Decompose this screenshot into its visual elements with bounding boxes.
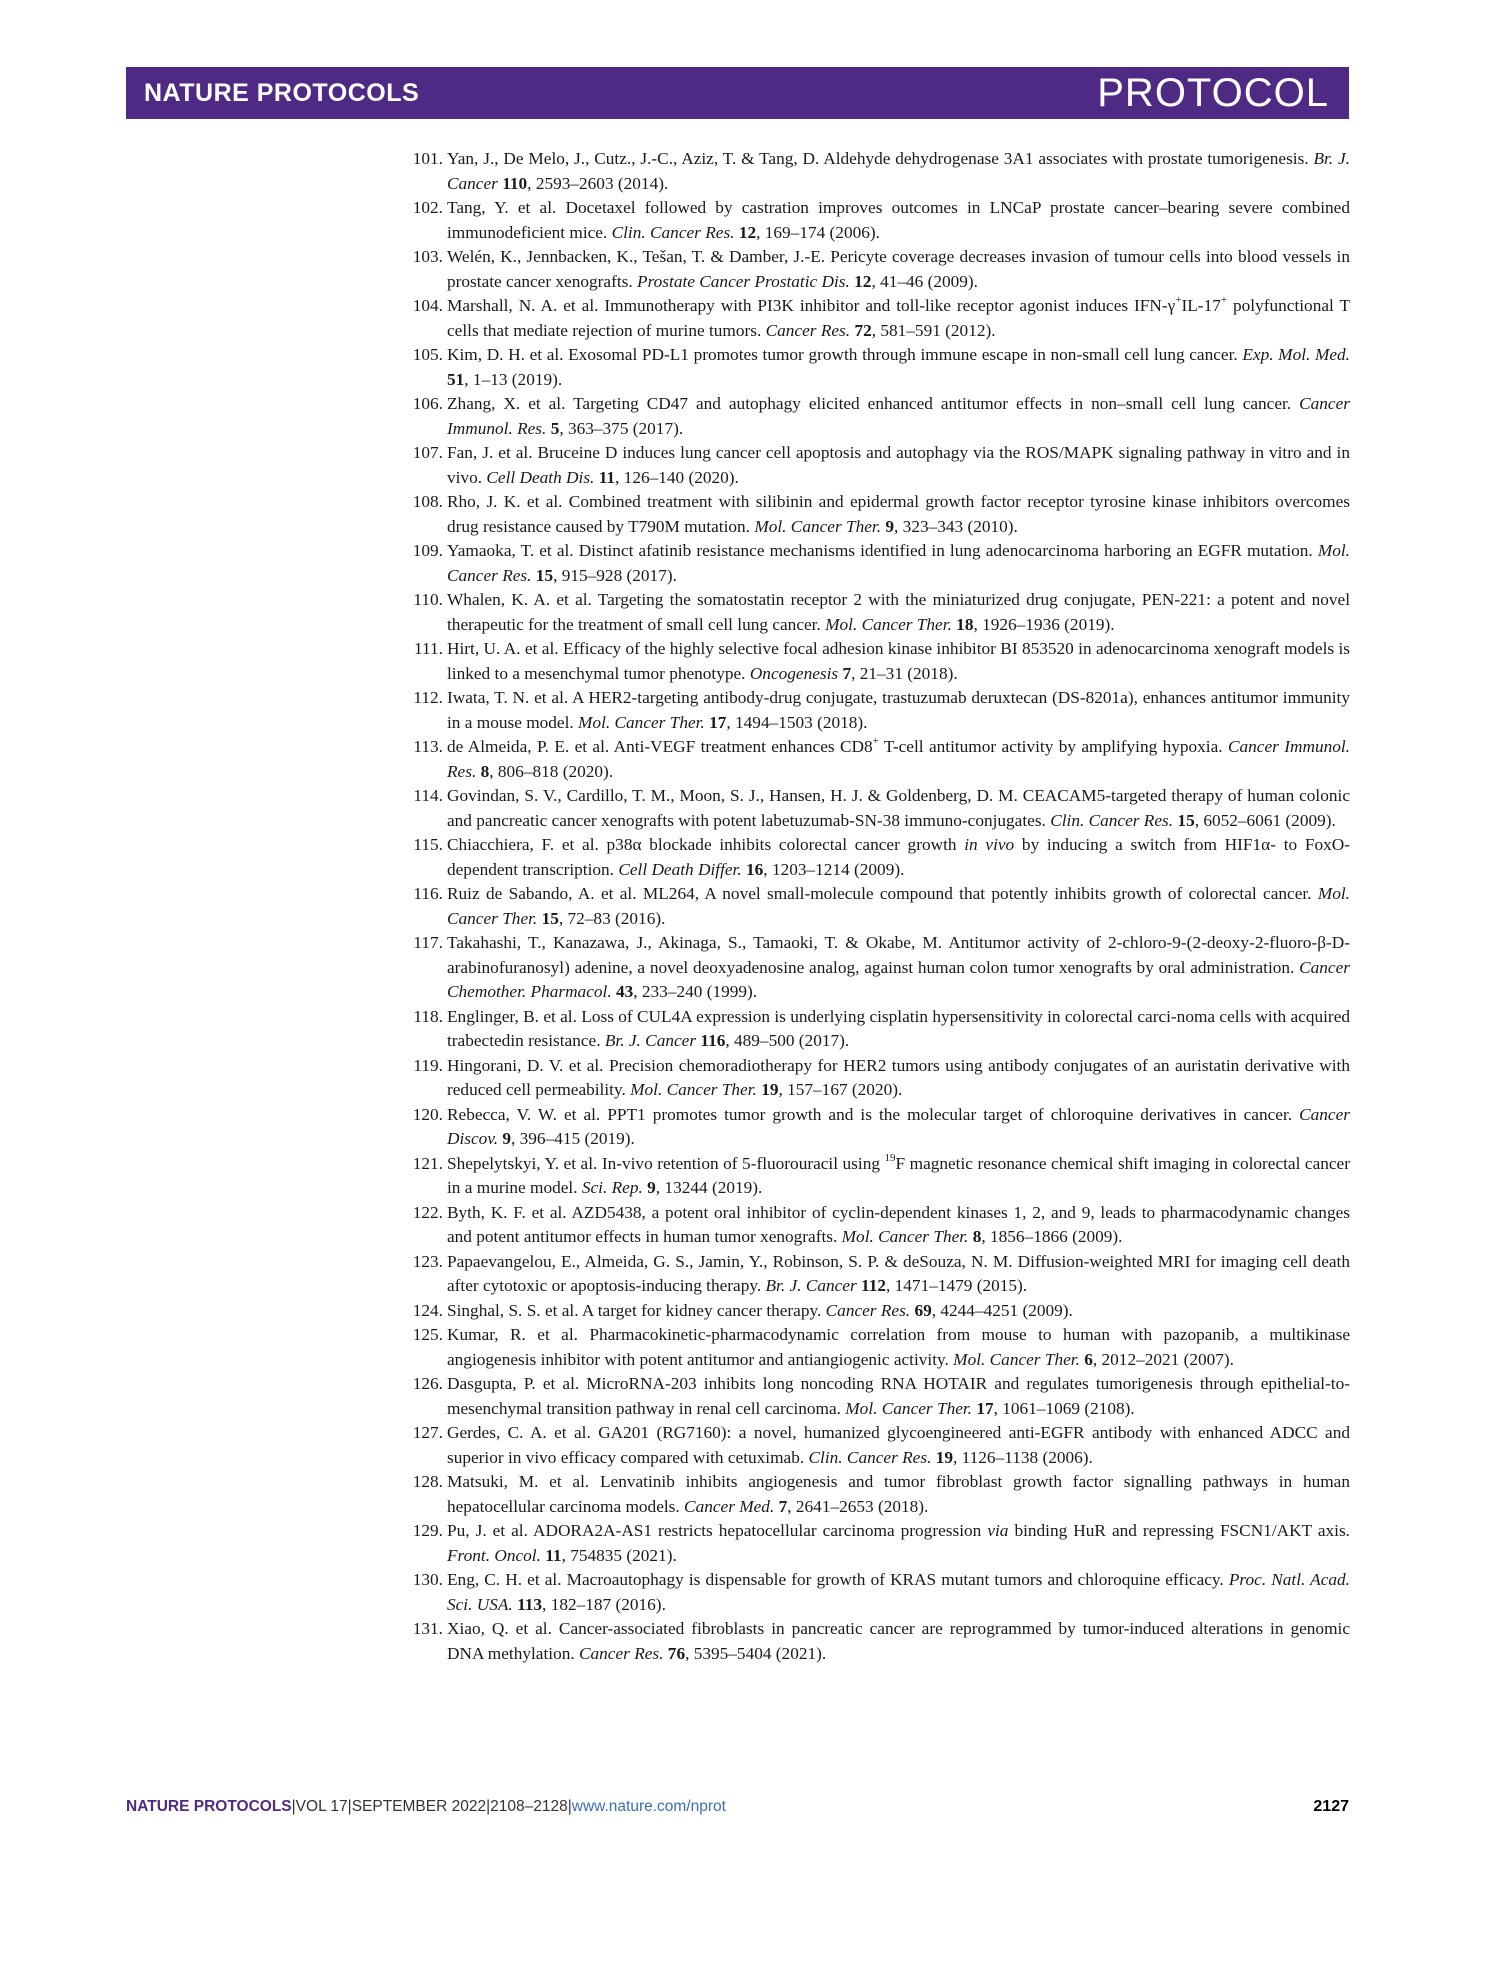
reference-item xyxy=(397,1250,1350,1299)
reference-text: Kim, D. H. et al. Exosomal PD-L1 promotes tumor growth through immune escape in non-small cell lung cancer. Exp. Mol. Med. 51, 1–13 (2019). xyxy=(447,345,1351,389)
reference-number: 125. xyxy=(412,1325,443,1344)
page-header xyxy=(126,67,1349,119)
reference-number: 118. xyxy=(413,1006,443,1026)
reference-item xyxy=(397,490,1350,539)
reference-number: 105. xyxy=(412,345,443,364)
reference-number: 107. xyxy=(412,443,443,462)
reference-item xyxy=(397,539,1350,588)
reference-item xyxy=(397,931,1350,1005)
reference-number: 123. xyxy=(412,1251,443,1271)
reference-text: Chiacchiera, F. et al. p38α blockade inhibits colorectal cancer growth in vivo by inducing a switch from HIF1α- to FoxO-dependent transcription. Cell Death Differ. 16, 1203–1214 (2009). xyxy=(447,835,1350,879)
reference-item xyxy=(397,1568,1350,1617)
page-number: 2127 xyxy=(1313,1798,1349,1815)
reference-number: 101. xyxy=(412,149,443,168)
footer-date: SEPTEMBER 2022 xyxy=(351,1798,487,1815)
reference-number: 122. xyxy=(412,1202,443,1222)
reference-item xyxy=(397,392,1350,441)
reference-item xyxy=(397,245,1350,294)
reference-number: 116. xyxy=(413,884,443,903)
page-footer xyxy=(126,1798,1349,1816)
reference-number: 129. xyxy=(412,1521,443,1540)
reference-text: Whalen, K. A. et al. Targeting the somatostatin receptor 2 with the miniaturized drug conjugate, PEN-221: a potent and novel therapeutic for the treatment of small cell lung cancer. Mol. Cancer Ther. 18, 1926–1936 (2019). xyxy=(447,590,1350,634)
reference-item xyxy=(397,882,1350,931)
reference-item xyxy=(397,833,1350,882)
reference-item xyxy=(397,588,1350,637)
reference-item xyxy=(397,1201,1350,1250)
reference-number: 114. xyxy=(413,786,443,805)
reference-number: 109. xyxy=(412,541,443,560)
reference-number: 113. xyxy=(413,737,443,756)
footer-separator: | xyxy=(291,1798,296,1815)
reference-text: Welén, K., Jennbacken, K., Tešan, T. & Damber, J.-E. Pericyte coverage decreases invasion of tumour cells into blood vessels in prostate cancer xenografts. Prostate Cancer Prostatic Dis. 12, 41–46 (2009). xyxy=(447,247,1350,291)
reference-item xyxy=(397,1519,1350,1568)
reference-item xyxy=(397,1617,1350,1666)
reference-text: Rho, J. K. et al. Combined treatment with silibinin and epidermal growth factor receptor tyrosine kinase inhibitors overcomes drug resistance caused by T790M mutation. Mol. Cancer Ther. 9, 323–343 (2010). xyxy=(447,492,1350,536)
reference-text: Dasgupta, P. et al. MicroRNA-203 inhibits long noncoding RNA HOTAIR and regulates tumorigenesis through epithelial-to-mesenchymal transition pathway in renal cell carcinoma. Mol. Cancer Ther. 17, 1061–1069 (2108). xyxy=(447,1374,1350,1418)
reference-item xyxy=(397,784,1350,833)
footer-separator: | xyxy=(486,1798,491,1815)
footer-separator: | xyxy=(567,1798,572,1815)
reference-text: Rebecca, V. W. et al. PPT1 promotes tumor growth and is the molecular target of chloroquine derivatives in cancer. Cancer Discov. 9, 396–415 (2019). xyxy=(447,1104,1350,1148)
reference-item xyxy=(397,441,1350,490)
reference-text: Marshall, N. A. et al. Immunotherapy with PI3K inhibitor and toll-like receptor agonist induces IFN-γ+IL-17+ polyfunctional T cells that mediate rejection of murine tumors. Cancer Res. 72, 581–591 (2012). xyxy=(447,294,1351,340)
reference-number: 108. xyxy=(412,492,443,511)
reference-number: 104. xyxy=(412,296,443,315)
reference-number: 130. xyxy=(412,1570,443,1589)
reference-number: 117. xyxy=(413,933,443,952)
reference-text: Hirt, U. A. et al. Efficacy of the highly selective focal adhesion kinase inhibitor BI 853520 in adenocarcinoma xenograft models is linked to a mesenchymal tumor phenotype. Oncogenesis 7, 21–31 (2018). xyxy=(447,639,1350,683)
reference-number: 106. xyxy=(412,394,443,413)
reference-text: Zhang, X. et al. Targeting CD47 and autophagy elicited enhanced antitumor effects in non–small cell lung cancer. Cancer Immunol. Res. 5, 363–375 (2017). xyxy=(447,394,1350,438)
reference-text: Singhal, S. S. et al. A target for kidney cancer therapy. Cancer Res. 69, 4244–4251 (2009). xyxy=(447,1300,1073,1320)
reference-text: Govindan, S. V., Cardillo, T. M., Moon, S. J., Hansen, H. J. & Goldenberg, D. M. CEACAM5-targeted therapy of human colonic and pancreatic cancer xenografts with potent labetuzumab-SN-38 immuno-conjugates. Clin. Cancer Res. 15, 6052–6061 (2009). xyxy=(447,786,1350,830)
reference-number: 127. xyxy=(412,1423,443,1442)
reference-number: 112. xyxy=(413,688,443,707)
reference-list xyxy=(397,147,1350,1666)
reference-item xyxy=(397,1372,1350,1421)
reference-item xyxy=(397,1421,1350,1470)
reference-item xyxy=(397,147,1350,196)
reference-number: 115. xyxy=(413,835,443,854)
reference-text: Kumar, R. et al. Pharmacokinetic-pharmacodynamic correlation from mouse to human with pazopanib, a multikinase angiogenesis inhibitor with potent antitumor and antiangiogenic activity. Mol. Cancer Ther. 6, 2012–2021 (2007). xyxy=(447,1325,1350,1369)
reference-number: 102. xyxy=(412,198,443,217)
reference-item xyxy=(397,1005,1350,1054)
reference-text: Fan, J. et al. Bruceine D induces lung cancer cell apoptosis and autophagy via the ROS/MAPK signaling pathway in vitro and in vivo. Cell Death Dis. 11, 126–140 (2020). xyxy=(447,443,1350,487)
reference-item xyxy=(397,1152,1350,1201)
footer-url-link[interactable]: www.nature.com/nprot xyxy=(571,1798,726,1815)
reference-number: 124. xyxy=(412,1300,443,1320)
footer-journal: NATURE PROTOCOLS xyxy=(126,1798,292,1815)
reference-item xyxy=(397,637,1350,686)
reference-text: Takahashi, T., Kanazawa, J., Akinaga, S., Tamaoki, T. & Okabe, M. Antitumor activity of 2-chloro-9-(2-deoxy-2-fluoro-β-D-arabinofuranosyl) adenine, a novel deoxyadenosine analog, against human colon tumor xenografts by oral administration. Cancer Chemother. Pharmacol. 43, 233–240 (1999). xyxy=(447,933,1350,1001)
reference-number: 120. xyxy=(412,1104,443,1124)
reference-text: Yan, J., De Melo, J., Cutz., J.-C., Aziz, T. & Tang, D. Aldehyde dehydrogenase 3A1 associates with prostate tumorigenesis. Br. J. Cancer 110, 2593–2603 (2014). xyxy=(447,149,1350,193)
reference-text: Shepelytskyi, Y. et al. In-vivo retention of 5-fluorouracil using $^{19}$F magnetic resonance chemical shift imaging in colorectal cancer in a murine model. Sci. Rep. 9, 13244 (2019). xyxy=(447,1151,1350,1197)
reference-item xyxy=(397,735,1350,784)
reference-number: 119. xyxy=(413,1055,443,1075)
footer-volume: VOL 17 xyxy=(295,1798,348,1815)
reference-text: Englinger, B. et al. Loss of CUL4A expression is underlying cisplatin hypersensitivity in colorectal carci-noma cells with acquired trabectedin resistance. Br. J. Cancer 116, 489–500 (2017). xyxy=(447,1006,1350,1050)
reference-text: Hingorani, D. V. et al. Precision chemoradiotherapy for HER2 tumors using antibody conjugates of an auristatin derivative with reduced cell permeability. Mol. Cancer Ther. 19, 157–167 (2020). xyxy=(447,1055,1350,1099)
footer-pages: 2108–2128 xyxy=(490,1798,568,1815)
reference-text: Tang, Y. et al. Docetaxel followed by castration improves outcomes in LNCaP prostate cancer–bearing severe combined immunodeficient mice. Clin. Cancer Res. 12, 169–174 (2006). xyxy=(447,198,1350,242)
reference-item xyxy=(397,1054,1350,1103)
reference-item xyxy=(397,343,1350,392)
section-label: PROTOCOL xyxy=(1097,71,1329,115)
reference-item xyxy=(397,686,1350,735)
reference-item xyxy=(397,1103,1350,1152)
reference-text: de Almeida, P. E. et al. Anti-VEGF treatment enhances CD8+ T-cell antitumor activity by amplifying hypoxia. Cancer Immunol. Res. 8, 806–818 (2020). xyxy=(447,735,1350,781)
reference-text: Yamaoka, T. et al. Distinct afatinib resistance mechanisms identified in lung adenocarcinoma harboring an EGFR mutation. Mol. Cancer Res. 15, 915–928 (2017). xyxy=(447,541,1350,585)
reference-item xyxy=(397,1323,1350,1372)
reference-number: 103. xyxy=(412,247,443,266)
reference-text: Eng, C. H. et al. Macroautophagy is dispensable for growth of KRAS mutant tumors and chloroquine efficacy. Proc. Natl. Acad. Sci. USA. 113, 182–187 (2016). xyxy=(447,1570,1350,1614)
reference-item xyxy=(397,294,1350,343)
footer-separator: | xyxy=(347,1798,352,1815)
reference-text: Byth, K. F. et al. AZD5438, a potent oral inhibitor of cyclin-dependent kinases 1, 2, and 9, leads to pharmacodynamic changes and potent antitumor effects in human tumor xenografts. Mol. Cancer Ther. 8, 1856–1866 (2009). xyxy=(447,1202,1350,1246)
reference-text: Iwata, T. N. et al. A HER2-targeting antibody-drug conjugate, trastuzumab deruxtecan (DS-8201a), enhances antitumor immunity in a mouse model. Mol. Cancer Ther. 17, 1494–1503 (2018). xyxy=(447,688,1350,732)
reference-text: Papaevangelou, E., Almeida, G. S., Jamin, Y., Robinson, S. P. & deSouza, N. M. Diffusion-weighted MRI for imaging cell death after cytotoxic or apoptosis-inducing therapy. Br. J. Cancer 112, 1471–1479 (2015). xyxy=(447,1251,1350,1295)
journal-name: NATURE PROTOCOLS xyxy=(144,79,420,107)
reference-item xyxy=(397,196,1350,245)
reference-text: Gerdes, C. A. et al. GA201 (RG7160): a novel, humanized glycoengineered anti-EGFR antibody with enhanced ADCC and superior in vivo efficacy compared with cetuximab. Clin. Cancer Res. 19, 1126–1138 (2006). xyxy=(447,1423,1350,1467)
reference-text: Ruiz de Sabando, A. et al. ML264, A novel small-molecule compound that potently inhibits growth of colorectal cancer. Mol. Cancer Ther. 15, 72–83 (2016). xyxy=(447,884,1350,928)
reference-number: 126. xyxy=(412,1374,443,1393)
reference-number: 128. xyxy=(412,1472,443,1491)
reference-number: 121. xyxy=(412,1153,443,1173)
reference-number: 131. xyxy=(412,1619,443,1638)
reference-text: Matsuki, M. et al. Lenvatinib inhibits angiogenesis and tumor fibroblast growth factor signalling pathways in human hepatocellular carcinoma models. Cancer Med. 7, 2641–2653 (2018). xyxy=(447,1472,1350,1516)
reference-text: Xiao, Q. et al. Cancer-associated fibroblasts in pancreatic cancer are reprogrammed by tumor-induced alterations in genomic DNA methylation. Cancer Res. 76, 5395–5404 (2021). xyxy=(447,1619,1350,1663)
reference-item xyxy=(397,1470,1350,1519)
reference-text: Pu, J. et al. ADORA2A-AS1 restricts hepatocellular carcinoma progression via binding HuR and repressing FSCN1/AKT axis. Front. Oncol. 11, 754835 (2021). xyxy=(447,1521,1350,1565)
reference-item xyxy=(397,1299,1350,1324)
reference-number: 110. xyxy=(413,590,443,609)
reference-number: 111. xyxy=(414,639,443,658)
